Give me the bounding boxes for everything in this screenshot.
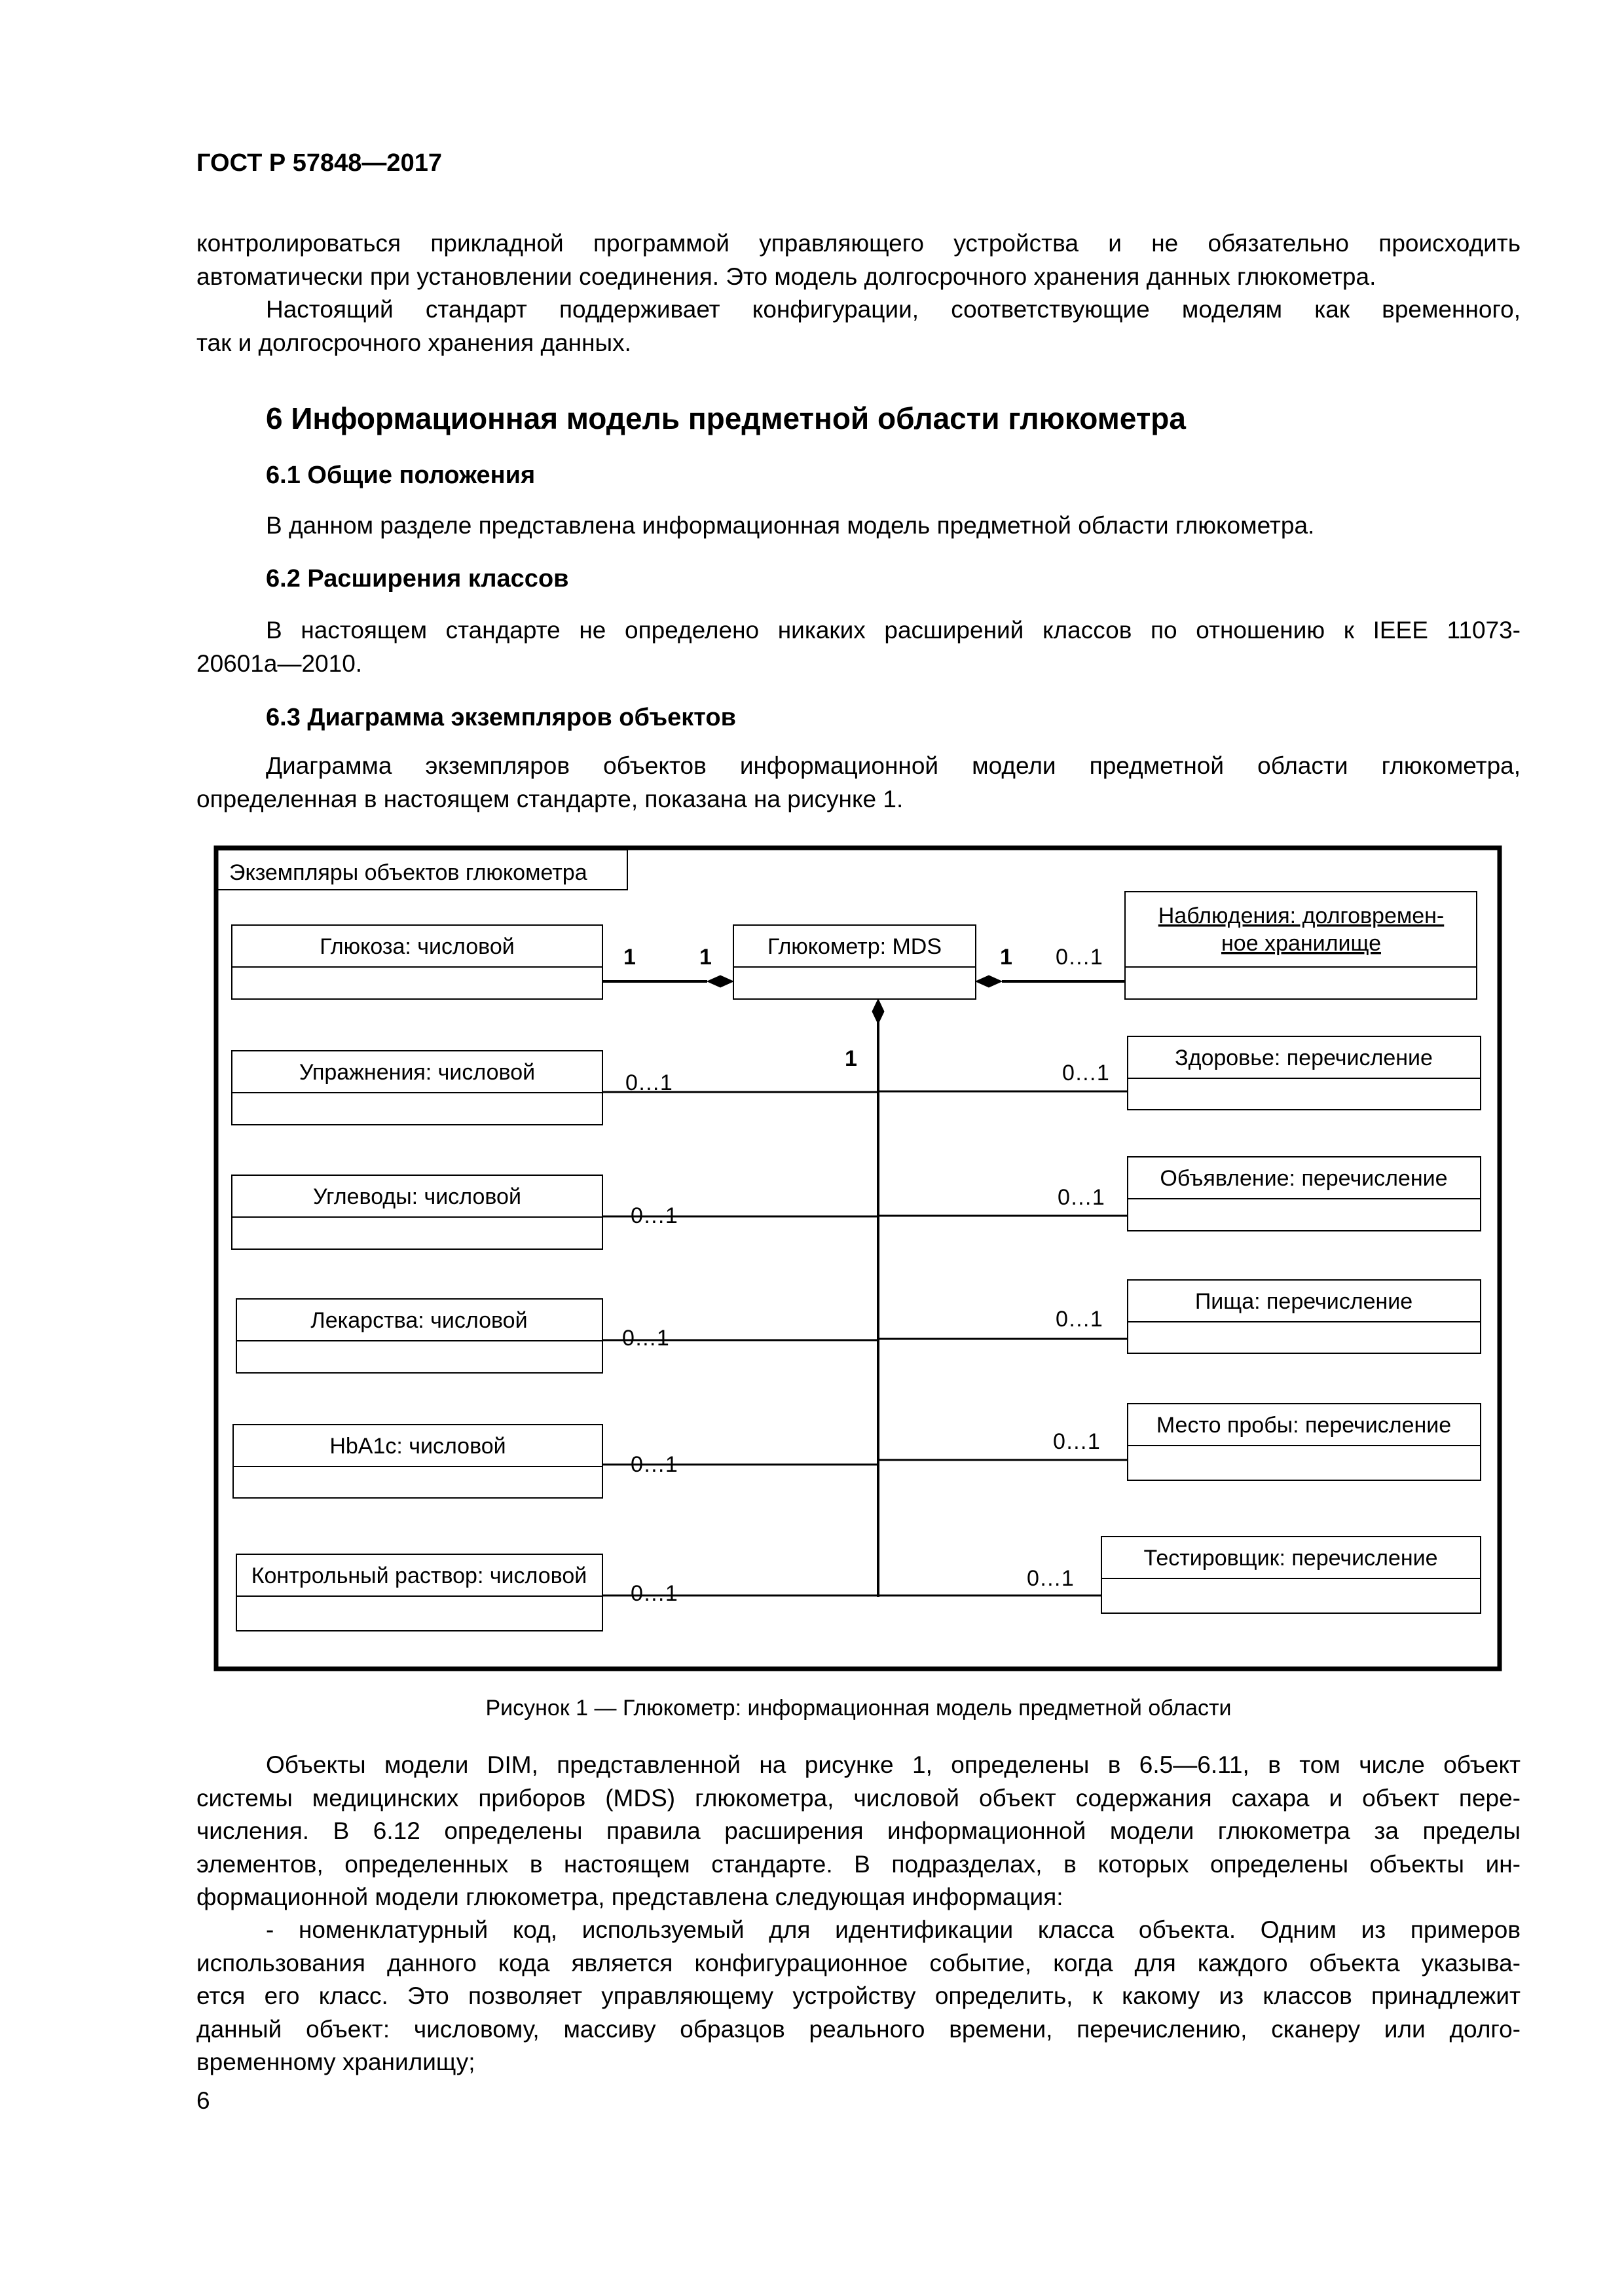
- object-box-carbs: [232, 1175, 602, 1249]
- object-label: Объявление: перечисление: [1160, 1166, 1448, 1191]
- text-line: - номенклатурный код, используемый для идентификации класса объекта. Одним из примеров: [266, 1916, 1521, 1943]
- text-line: числения. В 6.12 определены правила расширения информационной модели глюкометра за пределы: [196, 1817, 1521, 1844]
- object-box-medication: [236, 1299, 602, 1373]
- document-header: ГОСТ Р 57848—2017: [196, 149, 442, 177]
- text-line: Настоящий стандарт поддерживает конфигурации, соответствующие моделям как временного,: [266, 296, 1521, 323]
- text-line: элементов, определенных в настоящем стандарте. В подразделах, в которых определены объекты ин-: [196, 1850, 1521, 1878]
- text-line: формационной модели глюкометра, представлена следующая информация:: [196, 1884, 1063, 1910]
- multiplicity: 0…1: [631, 1203, 678, 1228]
- figure-caption: Рисунок 1 — Глюкометр: информационная модель предметной области: [485, 1696, 1232, 1721]
- text-line: так и долгосрочного хранения данных.: [196, 329, 631, 356]
- section-6-1-heading: 6.1 Общие положения: [266, 462, 536, 489]
- multiplicity: 0…1: [625, 1070, 673, 1095]
- text-line: определенная в настоящем стандарте, показана на рисунке 1.: [196, 785, 904, 812]
- text-line: системы медицинских приборов (MDS) глюкометра, числовой объект содержания сахара и объект пере-: [196, 1784, 1521, 1812]
- object-box-mds: [733, 925, 976, 999]
- frame-title: Экземпляры объектов глюкометра: [229, 860, 587, 885]
- object-label: Здоровье: перечисление: [1175, 1046, 1433, 1070]
- text-line: контролироваться прикладной программой управляющего устройства и не обязательно происходить: [196, 230, 1521, 257]
- object-label: Пища: перечисление: [1194, 1289, 1413, 1314]
- multiplicity: 0…1: [1053, 1429, 1100, 1454]
- multiplicity: 0…1: [631, 1581, 678, 1606]
- body-paragraph-2: [196, 1914, 1521, 2079]
- object-box-hba1c: [233, 1425, 602, 1498]
- text-line: Объекты модели DIM, представленной на рисунке 1, определены в 6.5—6.11, в том числе объект: [266, 1751, 1521, 1778]
- text-line: данный объект: числовому, массиву образцов реального времени, перечислению, сканеру или долго-: [196, 2015, 1521, 2043]
- object-label: Углеводы: числовой: [313, 1184, 521, 1209]
- object-box-exercise: [232, 1051, 602, 1125]
- section-6-2-heading: 6.2 Расширения классов: [266, 565, 569, 592]
- text-line: В данном разделе представлена информационная модель предметной области глюкометра.: [266, 512, 1315, 539]
- multiplicity: 1: [1000, 945, 1012, 970]
- object-box-glucose: [232, 925, 602, 999]
- body-paragraph-1: [196, 1749, 1521, 1914]
- object-label: Лекарства: числовой: [310, 1308, 528, 1333]
- object-box-meal: [1128, 1280, 1481, 1353]
- object-label: Глюкоза: числовой: [320, 934, 515, 959]
- multiplicity: 1: [699, 945, 712, 970]
- section-6-3-heading: 6.3 Диаграмма экземпляров объектов: [266, 704, 736, 731]
- object-box-announcement: [1128, 1157, 1481, 1231]
- object-label: Наблюдения: долговремен-: [1158, 903, 1445, 928]
- object-box-sample-location: [1128, 1404, 1481, 1480]
- text-line: Диаграмма экземпляров объектов информационной модели предметной области глюкометра,: [266, 752, 1521, 779]
- multiplicity: 1: [845, 1046, 857, 1071]
- multiplicity: 0…1: [622, 1326, 669, 1351]
- object-box-control-solution: [236, 1554, 602, 1631]
- multiplicity: 0…1: [1056, 945, 1103, 970]
- object-label: Глюкометр: MDS: [767, 934, 942, 959]
- multiplicity: 0…1: [1058, 1185, 1105, 1210]
- object-box-tester: [1101, 1537, 1481, 1613]
- object-label: Контрольный раствор: числовой: [251, 1563, 587, 1588]
- composition-diamond-icon: [976, 975, 1002, 987]
- text-line: автоматически при установлении соединения. Это модель долгосрочного хранения данных глюкометра.: [196, 263, 1376, 290]
- text-line: использования данного кода является конфигурационное событие, когда для каждого объекта указыва-: [196, 1949, 1521, 1977]
- multiplicity: 0…1: [1062, 1061, 1109, 1085]
- text-line: временному хранилищу;: [196, 2049, 475, 2075]
- multiplicity: 0…1: [1027, 1566, 1074, 1591]
- object-label: Тестировщик: перечисление: [1143, 1546, 1438, 1571]
- text-line: 20601a—2010.: [196, 649, 363, 677]
- object-label: Упражнения: числовой: [299, 1060, 536, 1085]
- composition-diamond-icon: [707, 975, 733, 987]
- page-number: 6: [196, 2087, 210, 2114]
- multiplicity: 0…1: [631, 1452, 678, 1477]
- multiplicity: 0…1: [1056, 1307, 1103, 1332]
- object-box-health: [1128, 1036, 1481, 1110]
- text-line: В настоящем стандарте не определено никаких расширений классов по отношению к IEEE 11073-: [266, 617, 1521, 644]
- composition-diamond-icon: [872, 999, 884, 1024]
- object-label: ное хранилище: [1221, 931, 1381, 956]
- multiplicity: 1: [623, 945, 636, 970]
- object-label: HbA1c: числовой: [329, 1434, 506, 1459]
- object-box-observations: [1125, 892, 1477, 999]
- section-6-heading: 6 Информационная модель предметной области глюкометра: [266, 401, 1186, 435]
- text-line: ется его класс. Это позволяет управляющему устройству определить, к какому из классов принадлежит: [196, 1982, 1521, 2009]
- object-label: Место пробы: перечисление: [1156, 1413, 1452, 1438]
